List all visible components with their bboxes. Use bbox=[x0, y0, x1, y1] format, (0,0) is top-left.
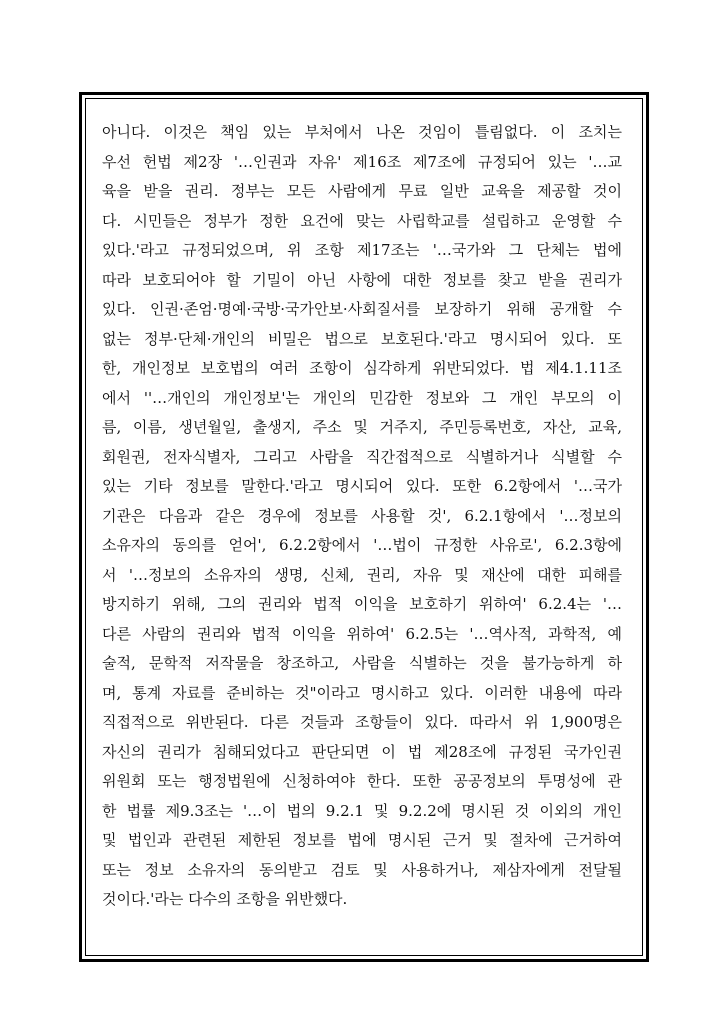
text-line: 서 '…정보의 소유자의 생명, 신체, 권리, 자유 및 재산에 대한 피해를 bbox=[102, 565, 622, 584]
text-line: 있다.'라고 규정되었으며, 위 조항 제17조는 '…국가와 그 단체는 법에 bbox=[102, 241, 622, 259]
text-line: 름, 이름, 생년월일, 출생지, 주소 및 거주지, 주민등록번호, 자산, 교육, bbox=[102, 418, 622, 436]
text-line: 있는 기타 정보를 말한다.'라고 명시되어 있다. 또한 6.2항에서 '…국가 bbox=[102, 477, 622, 495]
text-line: 소유자의 동의를 얻어', 6.2.2항에서 '…법이 규정한 사유로', 6.2.3항에 bbox=[102, 536, 622, 554]
text-line: 육을 받을 권리. 정부는 모든 사람에게 무료 일반 교육을 제공할 것이 bbox=[102, 182, 622, 200]
text-line: 및 법인과 관련된 제한된 정보를 법에 명시된 근거 및 절차에 근거하여 bbox=[102, 831, 622, 849]
text-line: 방지하기 위해, 그의 권리와 법적 이익을 보호하기 위하여' 6.2.4는 '… bbox=[102, 595, 622, 613]
text-line: 며, 통계 자료를 준비하는 것"이라고 명시하고 있다. 이러한 내용에 따라 bbox=[102, 683, 622, 702]
body-text bbox=[102, 118, 622, 915]
text-line: 한 법률 제9.3조는 '…이 법의 9.2.1 및 9.2.2에 명시된 것 이외의 개인 bbox=[102, 801, 622, 820]
text-line: 한, 개인정보 보호법의 여러 조항이 심각하게 위반되었다. 법 제4.1.11조 bbox=[102, 359, 622, 377]
text-line: 직접적으로 위반된다. 다른 것들과 조항들이 있다. 따라서 위 1,900명은 bbox=[102, 713, 622, 731]
text-line: 있다. 인권·존엄·명예·국방·국가안보·사회질서를 보장하기 위해 공개할 수 bbox=[102, 300, 622, 318]
text-line: 또는 정보 소유자의 동의받고 검토 및 사용하거나, 제삼자에게 전달될 bbox=[102, 860, 622, 879]
text-line: 다른 사람의 권리와 법적 이익을 위하여' 6.2.5는 '…역사적, 과학적, 예 bbox=[102, 624, 622, 643]
text-line: 기관은 다음과 같은 경우에 정보를 사용할 것', 6.2.1항에서 '…정보의 bbox=[102, 506, 622, 525]
text-line-last: 것이다.'라는 다수의 조항을 위반했다. bbox=[102, 890, 348, 908]
text-line: 따라 보호되어야 할 기밀이 아닌 사항에 대한 정보를 찾고 받을 권리가 bbox=[102, 270, 622, 289]
text-line: 우선 헌법 제2장 '…인권과 자유' 제16조 제7조에 규정되어 있는 '…교 bbox=[102, 152, 622, 171]
text-line: 회원권, 전자식별자, 그리고 사람을 직간접적으로 식별하거나 식별할 수 bbox=[102, 447, 622, 466]
text-line: 에서 ''…개인의 개인정보'는 개인의 민감한 정보와 그 개인 부모의 이 bbox=[102, 388, 622, 407]
text-line: 아니다. 이것은 책임 있는 부처에서 나온 것임이 틀림없다. 이 조치는 bbox=[102, 123, 622, 141]
text-line: 자신의 권리가 침해되었다고 판단되면 이 법 제28조에 규정된 국가인권 bbox=[102, 742, 622, 761]
text-line: 위원회 또는 행정법원에 신청하여야 한다. 또한 공공정보의 투명성에 관 bbox=[102, 772, 622, 790]
text-line: 없는 정부·단체·개인의 비밀은 법으로 보호된다.'라고 명시되어 있다. 또 bbox=[102, 329, 622, 348]
text-line: 술적, 문학적 저작물을 창조하고, 사람을 식별하는 것을 불가능하게 하 bbox=[102, 654, 622, 672]
text-line: 다. 시민들은 정부가 정한 요건에 맞는 사립학교를 설립하고 운영할 수 bbox=[102, 211, 622, 230]
